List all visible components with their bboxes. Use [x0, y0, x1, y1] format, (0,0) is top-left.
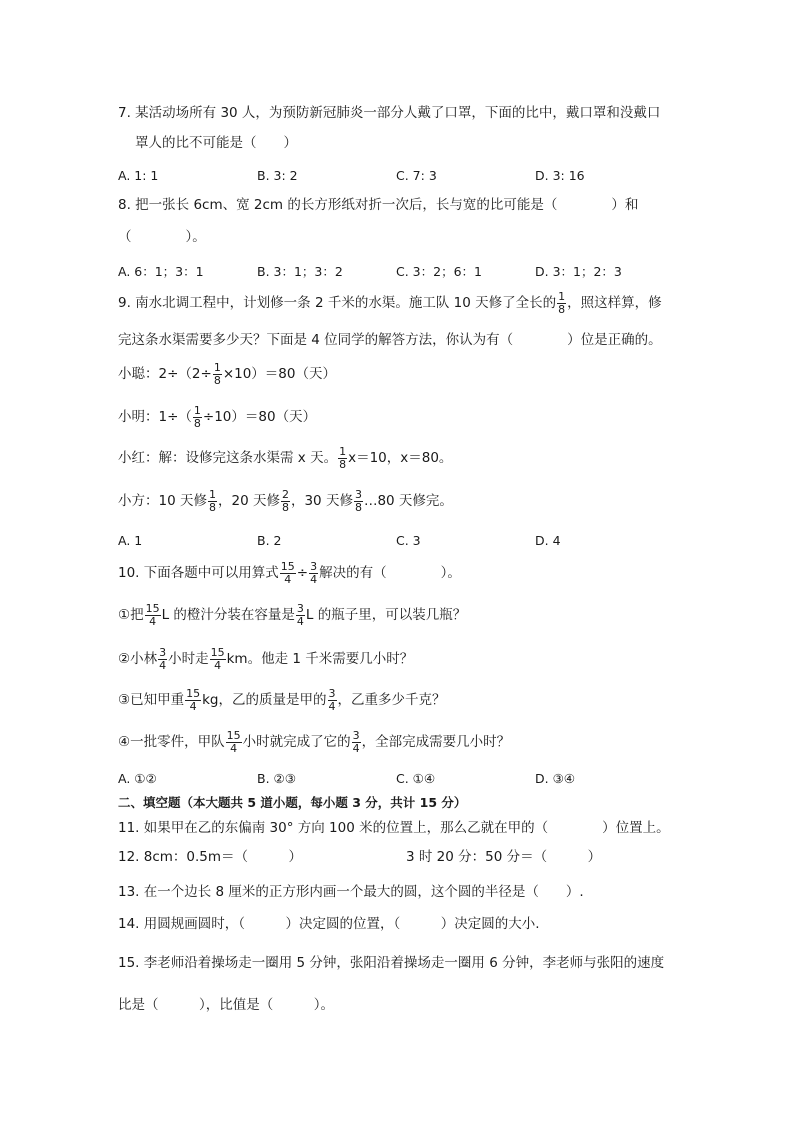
- fraction: $\frac{1}{8}$: [193, 404, 201, 430]
- q8-option-a: A. 6：1；3：1: [118, 264, 204, 279]
- q9-option-d: D. 4: [535, 533, 561, 548]
- q10-s3: ③已知甲重 $\frac{15}{4}$ kg，乙的质量是甲的 $\frac{3}{4}$ ，乙重多少千克？: [118, 687, 446, 713]
- q9-line1-text-end: ，照这样算，修: [567, 295, 662, 312]
- fraction: $\frac{3}{8}$: [354, 488, 362, 514]
- q9-line1: [118, 291, 662, 315]
- fraction: $\frac{3}{4}$: [328, 687, 336, 713]
- q10-s4: ④一批零件，甲队 $\frac{15}{4}$ 小时就完成了它的 $\frac{3}{4}$ ，全部完成需要几小时？: [118, 729, 511, 755]
- q10-option-a: A. ①②: [118, 771, 157, 786]
- q9-xiaocong: 小聪：2÷（2÷ $\frac{1}{8}$ ×10）＝80（天）: [118, 361, 336, 387]
- fraction: $\frac{15}{4}$: [280, 560, 295, 586]
- q8-option-c: C. 3：2；6：1: [396, 264, 482, 279]
- q9-xiaoming: 小明：1÷（ $\frac{1}{8}$ ÷10）＝80（天）: [118, 404, 317, 430]
- q8-option-d: D. 3：1；2：3: [535, 264, 622, 279]
- q10-s1: ①把 $\frac{15}{4}$ L 的橙汁分装在容量是 $\frac{3}{4}$ L 的瓶子里，可以装几瓶？: [118, 602, 467, 628]
- q10-s2: ②小林 $\frac{3}{4}$ 小时走 $\frac{15}{4}$ km。他走 1 千米需要几小时？: [118, 646, 414, 672]
- q11: 11. 如果甲在乙的东偏南 30° 方向 100 米的位置上，那么乙就在甲的（ ）位置上。: [118, 820, 670, 836]
- q7-option-b: B. 3: 2: [257, 168, 298, 183]
- q8-option-b: B. 3：1；3：2: [257, 264, 343, 279]
- q9-xiaohong: 小红：解：设修完这条水渠需 x 天。 $\frac{1}{8}$ x＝10，x＝80。: [118, 445, 453, 471]
- fraction: $\frac{3}{4}$: [310, 560, 318, 586]
- q7-line2: 罩人的比不可能是（ ）: [135, 135, 297, 151]
- fraction: $\frac{3}{4}$: [159, 646, 167, 672]
- q12-part2: 3 时 20 分：50 分＝（ ）: [406, 849, 602, 865]
- q9-line2: 完这条水渠需要多少天？下面是 4 位同学的解答方法，你认为有（ ）位是正确的。: [118, 332, 662, 348]
- fraction: $\frac{2}{8}$: [281, 488, 289, 514]
- q10-option-c: C. ①④: [396, 771, 436, 786]
- q15-line2: 比是（ ），比值是（ ）。: [118, 997, 334, 1013]
- fraction: $\frac{1}{8}$: [339, 445, 347, 471]
- fraction: $\frac{15}{4}$: [226, 729, 241, 755]
- fraction: $\frac{15}{4}$: [210, 646, 225, 672]
- fraction: $\frac{15}{4}$: [145, 602, 160, 628]
- q7-option-a: A. 1: 1: [118, 168, 159, 183]
- q10-line1: 10. 下面各题中可以用算式 $\frac{15}{4}$ ÷ $\frac{3}{4}$ 解决的有（ ）。: [118, 560, 461, 586]
- fraction: $\frac{1}{8}$: [213, 361, 221, 387]
- fraction: $\frac{3}{4}$: [352, 729, 360, 755]
- fraction: $\frac{1}{8}$: [208, 488, 216, 514]
- q9-option-a: A. 1: [118, 533, 143, 548]
- fraction: $\frac{3}{4}$: [296, 602, 304, 628]
- q9-options: [118, 533, 678, 548]
- q13: 13. 在一个边长 8 厘米的正方形内画一个最大的圆，这个圆的半径是（ ）.: [118, 884, 584, 900]
- fraction: $\frac{1}{8}$: [558, 290, 566, 316]
- q7-line1: 7. 某活动场所有 30 人，为预防新冠肺炎一部分人戴了口罩，下面的比中，戴口罩和没戴口: [118, 105, 661, 121]
- q9-option-b: B. 2: [257, 533, 282, 548]
- q9-xiaofang: 小方：10 天修 $\frac{1}{8}$ ，20 天修 $\frac{2}{8}$ ，30 天修 $\frac{3}{8}$ …80 天修完。: [118, 488, 453, 514]
- q8-options: [118, 262, 678, 280]
- q15-line1: 15. 李老师沿着操场走一圈用 5 分钟，张阳沿着操场走一圈用 6 分钟，李老师与张阳的速度: [118, 955, 665, 971]
- q8-line2: （ ）。: [118, 229, 206, 245]
- q7-option-d: D. 3: 16: [535, 168, 585, 183]
- q10-option-b: B. ②③: [257, 771, 296, 786]
- q10-option-d: D. ③④: [535, 771, 575, 786]
- fraction: $\frac{15}{4}$: [186, 687, 201, 713]
- q7-options: [118, 168, 678, 183]
- q7-option-c: C. 7: 3: [396, 168, 437, 183]
- q9-option-c: C. 3: [396, 533, 421, 548]
- q10-options: [118, 771, 678, 786]
- q12-part1: 12. 8cm：0.5m＝（ ）: [118, 849, 303, 865]
- q14: 14. 用圆规画圆时，（ ）决定圆的位置，（ ）决定圆的大小.: [118, 916, 540, 932]
- section-heading: 二、填空题（本大题共 5 道小题，每小题 3 分，共计 15 分）: [118, 795, 467, 810]
- q8-line1: 8. 把一张长 6cm、宽 2cm 的长方形纸对折一次后，长与宽的比可能是（ ）和: [118, 197, 639, 213]
- q9-line1-text: 9. 南水北调工程中，计划修一条 2 千米的水渠。施工队 10 天修了全长的: [118, 295, 557, 312]
